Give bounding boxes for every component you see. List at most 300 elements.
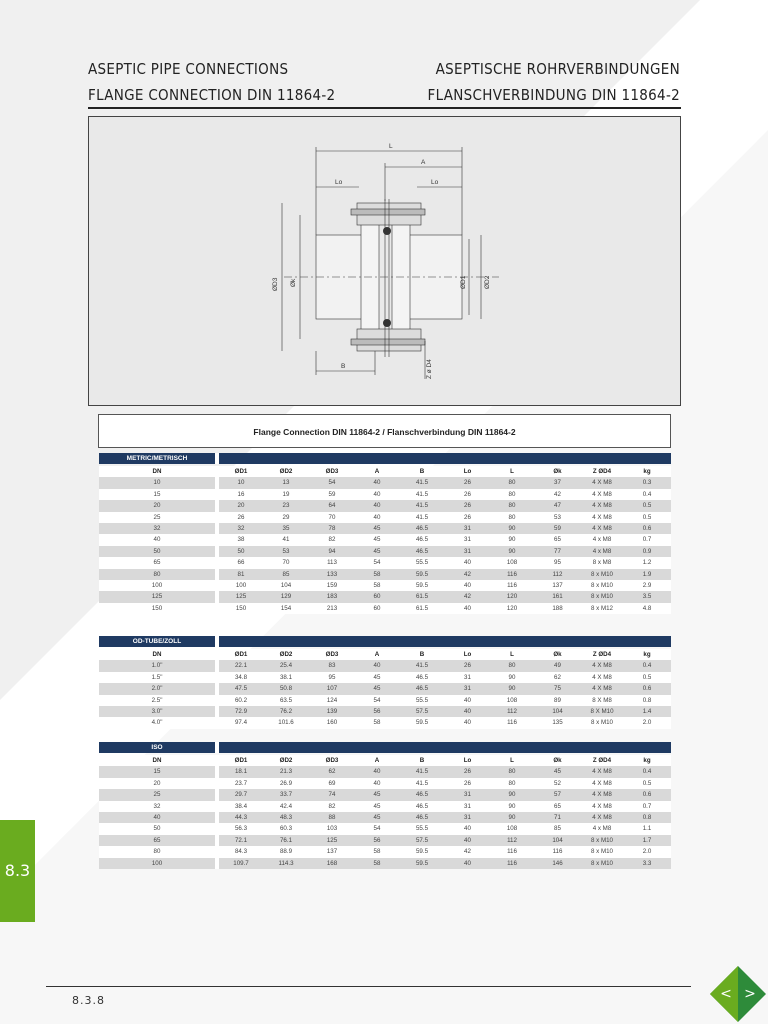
table-cell: 45 [554,768,561,776]
table-cell: 82 [328,536,336,544]
table-cell: 56 [373,707,381,715]
table-cell: 80 [508,662,516,670]
table-cell: 112 [507,707,517,715]
column-header: kg [643,468,651,475]
table-cell: 0.5 [642,673,652,681]
table-cell: 40 [373,779,381,787]
table-cell: 53 [282,547,290,555]
table-cell: 32 [237,524,245,532]
table-cell: 116 [507,719,517,727]
table-cell: 108 [506,559,518,567]
table-cell: 108 [506,696,518,704]
table-cell: 69 [328,779,336,787]
table-cell: 41.5 [415,479,429,487]
table-cell: 135 [552,719,563,727]
table-cell: 8 x M10 [590,836,613,844]
table-row [99,717,671,728]
table-cell: 53 [554,513,561,521]
table-cell: 125 [326,836,338,844]
table-cell: 55.5 [415,559,429,567]
table-cell: 59.5 [415,848,429,856]
table-cell: 59.5 [415,570,429,578]
table-cell: 26 [464,768,471,776]
table-cell: 59 [328,490,336,498]
table-cell: 0.5 [642,779,652,787]
table-cell: 80 [508,779,516,787]
table-cell: 48.3 [279,813,293,821]
table-cell: 8 x M10 [590,581,613,589]
table-cell: 90 [508,547,516,555]
table-cell: 90 [508,791,516,799]
column-header: A [374,468,380,475]
table-cell: 40 [464,836,471,844]
table-cell-dn: 100 [99,580,215,591]
table-cell: 57 [554,791,561,799]
table-cell: 0.7 [642,536,652,544]
table-cell: 46.5 [415,813,429,821]
column-header: kg [643,651,651,658]
table-cell-dn: 15 [99,766,215,777]
table-row [99,835,671,846]
column-header: L [510,757,514,764]
next-page-icon[interactable]: > [744,986,756,1002]
table-cell: 46.5 [415,802,429,810]
table-cell: 56 [373,836,381,844]
table-cell: 104 [552,836,563,844]
table-cell-dn: 10 [99,477,215,488]
table-cell: 8 X M10 [590,707,614,715]
table-cell: 54 [373,696,381,704]
table-cell: 38.1 [279,673,293,681]
table-cell-dn: 50 [99,546,215,557]
table-cell: 76.2 [279,707,293,715]
table-cell: 41.5 [415,513,429,521]
table-cell: 60 [373,593,381,601]
table-cell: 59.5 [415,719,429,727]
table-cell-dn: 3.0" [99,706,215,717]
column-header: DN [99,755,215,766]
table-cell-dn: 2.0" [99,683,215,694]
page-navigation [710,966,766,1022]
table-cell: 34.8 [234,673,248,681]
table-cell: 78 [328,524,336,532]
table-row [99,812,671,823]
column-header: ØD3 [325,651,339,658]
table-cell: 40 [464,719,471,727]
table-cell: 104 [552,707,563,715]
column-header: ØD2 [279,468,293,475]
table-cell: 90 [508,802,516,810]
table-cell: 116 [507,859,517,867]
table-cell: 59.5 [415,581,429,589]
table-cell: 1.2 [642,559,652,567]
table-cell: 26 [464,479,471,487]
table-row [99,858,671,869]
column-header: Øk [553,757,562,764]
table-cell: 60 [373,604,381,612]
table-cell: 59 [554,524,561,532]
table-cell: 83 [328,662,336,670]
column-header: ØD1 [234,757,248,764]
table-cell: 70 [282,559,290,567]
table-cell-dn: 80 [99,846,215,857]
table-cell: 45 [373,685,381,693]
table-cell: 94 [328,547,336,555]
table-cell: 40 [464,825,471,833]
table-cell: 80 [508,502,516,510]
table-cell: 23.7 [234,779,248,787]
dim-label-b: B [341,363,346,370]
table-cell: 4 X M8 [592,524,612,532]
table-cell: 0.8 [642,696,652,704]
table-cell: 41.5 [415,779,429,787]
table-cell: 38 [237,536,245,544]
table-cell: 42 [464,593,471,601]
table-cell: 1.7 [642,836,652,844]
table-cell: 85 [282,570,290,578]
table-cell: 45 [373,536,381,544]
table-cell: 0.4 [642,662,652,670]
table-cell: 58 [373,848,381,856]
table-cell: 58 [373,859,381,867]
table-section [99,742,671,869]
table-cell: 46.5 [415,547,429,555]
table-cell: 101.6 [278,719,294,727]
table-cell: 133 [326,570,338,578]
table-cell: 40 [373,490,381,498]
table-cell: 137 [326,848,338,856]
table-cell-dn: 40 [99,812,215,823]
table-cell: 0.3 [642,479,652,487]
table-cell: 82 [328,802,336,810]
table-cell: 2.0 [642,848,652,856]
table-cell: 4 X M8 [592,779,612,787]
table-cell: 31 [464,524,471,532]
table-cell: 42 [554,490,561,498]
column-header: B [419,651,425,658]
section-header [99,636,671,647]
column-header: ØD2 [279,757,293,764]
table-section [99,453,671,614]
table-cell: 75 [554,685,561,693]
column-header: ØD3 [325,757,339,764]
table-cell: 114.3 [278,859,294,867]
table-cell: 54 [373,825,381,833]
table-cell: 71 [554,813,561,821]
section-bar [219,636,671,647]
table-cell-dn: 32 [99,523,215,534]
table-cell: 41.5 [415,502,429,510]
table-cell: 159 [326,581,338,589]
table-cell: 4 X M8 [592,479,612,487]
table-cell: 4 x M8 [592,536,612,544]
table-cell: 116 [507,570,517,578]
table-cell: 63.5 [279,696,293,704]
table-cell: 8 x M10 [590,859,613,867]
table-row [99,512,671,523]
chapter-tab: 8.3 [0,820,35,922]
table-cell: 120 [506,593,518,601]
table-cell: 84.3 [234,848,248,856]
table-cell: 161 [552,593,563,601]
dim-label-d3: ØD3 [272,277,279,291]
table-cell-dn: 80 [99,569,215,580]
table-cell: 31 [464,813,471,821]
table-cell: 58 [373,719,381,727]
table-cell: 58 [373,570,381,578]
column-header: A [374,651,380,658]
table-cell: 89 [554,696,561,704]
table-cell: 29.7 [234,791,248,799]
table-cell: 125 [235,593,247,601]
table-cell: 8 x M10 [590,719,613,727]
table-cell: 26 [237,513,245,521]
table-section [99,636,671,729]
table-row [99,591,671,602]
table-cell: 90 [508,673,516,681]
table-cell: 59.5 [415,859,429,867]
table-cell: 113 [327,559,337,567]
table-cell: 97.4 [234,719,248,727]
table-cell: 95 [554,559,561,567]
table-cell: 42 [464,570,471,578]
table-cell: 46.5 [415,524,429,532]
table-cell: 80 [508,479,516,487]
table-cell: 0.9 [642,547,652,555]
table-cell: 62 [328,768,336,776]
table-cell: 4 X M8 [592,662,612,670]
table-cell: 40 [373,662,381,670]
table-cell: 40 [464,696,471,704]
table-cell: 60.3 [279,825,293,833]
table-cell: 4 X M8 [592,513,612,521]
table-cell-dn: 65 [99,557,215,568]
table-cell-dn: 25 [99,789,215,800]
section-bar [219,453,671,464]
table-cell: 72.9 [234,707,248,715]
column-header: A [374,757,380,764]
column-header: Z ØD4 [592,468,612,475]
table-cell: 45 [373,524,381,532]
column-header: ØD3 [325,468,339,475]
table-cell: 137 [552,581,563,589]
table-cell: 26 [464,502,471,510]
table-row [99,580,671,591]
table-row [99,789,671,800]
table-cell: 116 [552,848,563,856]
column-header: B [419,468,425,475]
table-cell: 20 [237,502,245,510]
table-cell: 45 [373,791,381,799]
table-row [99,477,671,488]
table-cell: 46.5 [415,536,429,544]
table-row [99,534,671,545]
table-cell: 55.5 [415,696,429,704]
table-cell: 45 [373,813,381,821]
table-row [99,801,671,812]
column-header: Lo [463,468,472,475]
table-cell: 103 [326,825,338,833]
table-cell: 0.5 [642,502,652,510]
table-cell: 88 [328,813,336,821]
column-header: Øk [553,468,562,475]
table-cell: 41 [282,536,290,544]
table-cell: 0.6 [642,685,652,693]
table-cell: 104 [280,581,292,589]
table-cell: 62 [554,673,561,681]
table-row [99,523,671,534]
page-number: 8.3.8 [72,994,105,1007]
table-row [99,778,671,789]
table-cell: 65 [554,536,561,544]
dim-label-lo-right: Lo [431,179,439,186]
table-cell: 23 [282,502,290,510]
table-cell: 8 x M10 [590,593,613,601]
table-cell: 35 [282,524,290,532]
table-cell: 4 x M8 [592,825,612,833]
table-row [99,489,671,500]
table-cell: 65 [554,802,561,810]
table-cell: 8 x M10 [590,848,613,856]
table-cell-dn: 25 [99,512,215,523]
table-cell: 57.5 [415,707,429,715]
table-cell: 4 x M8 [592,547,612,555]
table-cell: 90 [508,685,516,693]
table-row [99,569,671,580]
table-cell-dn: 125 [99,591,215,602]
table-cell: 29 [282,513,290,521]
table-cell: 19 [282,490,290,498]
table-cell: 57.5 [415,836,429,844]
table-cell: 108 [506,825,518,833]
table-cell-dn: 100 [99,858,215,869]
table-cell: 16 [237,490,245,498]
column-header: DN [99,649,215,660]
header-subtitle-de: FLANSCHVERBINDUNG DIN 11864-2 [427,86,680,104]
table-cell: 76.1 [279,836,293,844]
table-cell: 26 [464,513,471,521]
table-cell: 40 [464,859,471,867]
dim-label-lo-left: Lo [335,179,343,186]
table-cell: 0.4 [642,768,652,776]
table-cell: 31 [464,685,471,693]
table-cell-dn: 32 [99,801,215,812]
table-cell: 61.5 [415,593,429,601]
table-cell: 8 x M8 [592,559,612,567]
table-cell: 26 [464,662,471,670]
column-header: DN [99,466,215,477]
table-cell: 80 [508,490,516,498]
table-cell-dn: 4.0" [99,717,215,728]
section-label: METRIC/METRISCH [99,453,215,464]
column-header-row [99,466,671,477]
table-cell: 95 [328,673,336,681]
table-cell: 0.8 [642,813,652,821]
table-row [99,766,671,777]
table-cell-dn: 150 [99,603,215,614]
table-row [99,546,671,557]
table-cell: 154 [280,604,292,612]
column-header-row [99,649,671,660]
table-cell: 129 [280,593,292,601]
section-label: OD-TUBE/ZOLL [99,636,215,647]
table-cell: 3.5 [642,593,652,601]
table-cell: 109.7 [233,859,249,867]
section-header [99,742,671,753]
table-cell: 8 x M12 [590,604,613,612]
table-cell: 4 X M8 [592,685,612,693]
table-cell: 0.4 [642,490,652,498]
table-row [99,500,671,511]
column-header: ØD1 [234,468,248,475]
table-row [99,672,671,683]
table-row [99,695,671,706]
column-header: kg [643,757,651,764]
table-cell: 90 [508,536,516,544]
table-cell: 8 X M8 [592,696,612,704]
table-cell: 72.1 [234,836,248,844]
table-cell-dn: 20 [99,778,215,789]
table-cell: 90 [508,524,516,532]
table-cell: 42.4 [279,802,293,810]
table-cell-dn: 65 [99,835,215,846]
table-cell: 46.5 [415,685,429,693]
prev-page-icon[interactable]: < [720,986,732,1002]
table-row [99,603,671,614]
table-cell: 26.9 [279,779,293,787]
table-cell: 80 [508,768,516,776]
table-cell: 4.8 [642,604,652,612]
table-cell: 1.4 [642,707,652,715]
table-cell: 46.5 [415,791,429,799]
table-cell: 4 X M8 [592,791,612,799]
table-cell: 1.1 [642,825,652,833]
table-cell: 81 [237,570,245,578]
header-title-de: ASEPTISCHE ROHRVERBINDUNGEN [435,60,680,78]
table-cell: 0.6 [642,524,652,532]
table-cell: 120 [506,604,518,612]
table-cell: 38.4 [234,802,248,810]
header-title-en: ASEPTIC PIPE CONNECTIONS [88,60,289,78]
table-cell: 45 [373,547,381,555]
table-cell: 40 [464,604,471,612]
table-cell: 18.1 [234,768,248,776]
table-cell: 46.5 [415,673,429,681]
dim-label-z: Z ø D4 [426,359,433,379]
table-cell: 146 [552,859,563,867]
table-cell: 40 [373,502,381,510]
column-header: ØD1 [234,651,248,658]
table-cell-dn: 20 [99,500,215,511]
header-subtitle-en: FLANGE CONNECTION DIN 11864-2 [88,86,336,104]
table-row [99,683,671,694]
table-cell: 116 [507,848,517,856]
table-cell-dn: 1.5" [99,672,215,683]
table-cell: 183 [326,593,338,601]
table-cell: 85 [554,825,561,833]
table-cell: 8 x M10 [590,570,613,578]
table-cell: 54 [373,559,381,567]
table-cell: 31 [464,547,471,555]
table-cell: 0.7 [642,802,652,810]
table-cell: 31 [464,791,471,799]
table-cell-dn: 1.0" [99,660,215,671]
table-row [99,823,671,834]
table-cell: 41.5 [415,490,429,498]
table-cell: 31 [464,536,471,544]
dim-label-d1: ØD1 [460,275,467,289]
table-cell: 80 [508,513,516,521]
